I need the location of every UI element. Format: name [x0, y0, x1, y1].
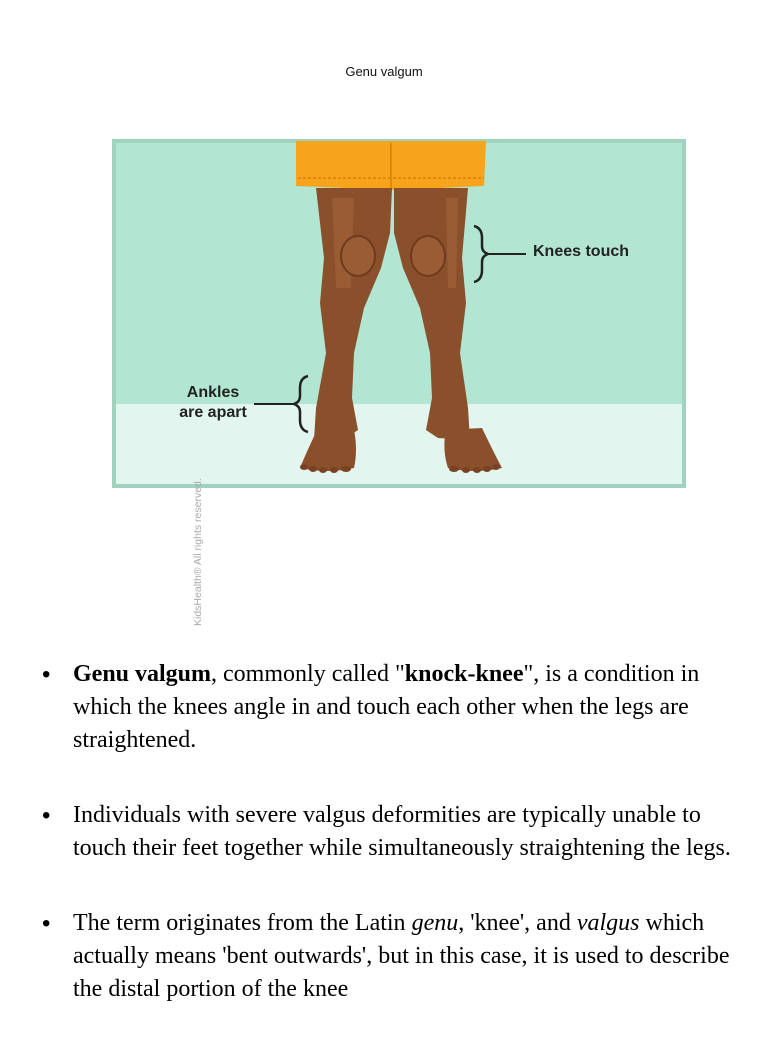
bullet-item: • Genu valgum, commonly called "knock-knee", is a condition in which the knees angle in and touch each other when the legs are straightened.	[42, 658, 732, 757]
bullet-item: • Individuals with severe valgus deformities are typically unable to touch their feet together while simultaneously straightening the legs.	[42, 799, 732, 865]
bullet-list	[42, 658, 732, 1048]
legs-illustration	[96, 138, 688, 490]
knees-touch-label: Knees touch	[533, 243, 630, 260]
left-kneecap	[341, 236, 375, 276]
slide-title: Genu valgum	[345, 64, 423, 79]
bullet-item: • The term originates from the Latin genu, 'knee', and valgus which actually means 'bent outwards', but in this case, it is used to describe the distal portion of the knee	[42, 907, 732, 1006]
image-credit: KidsHealth® All rights reserved.	[192, 478, 204, 626]
ankles-apart-label: Ankles are apart	[179, 384, 247, 421]
right-kneecap	[411, 236, 445, 276]
knock-knee-illustration	[96, 138, 688, 626]
